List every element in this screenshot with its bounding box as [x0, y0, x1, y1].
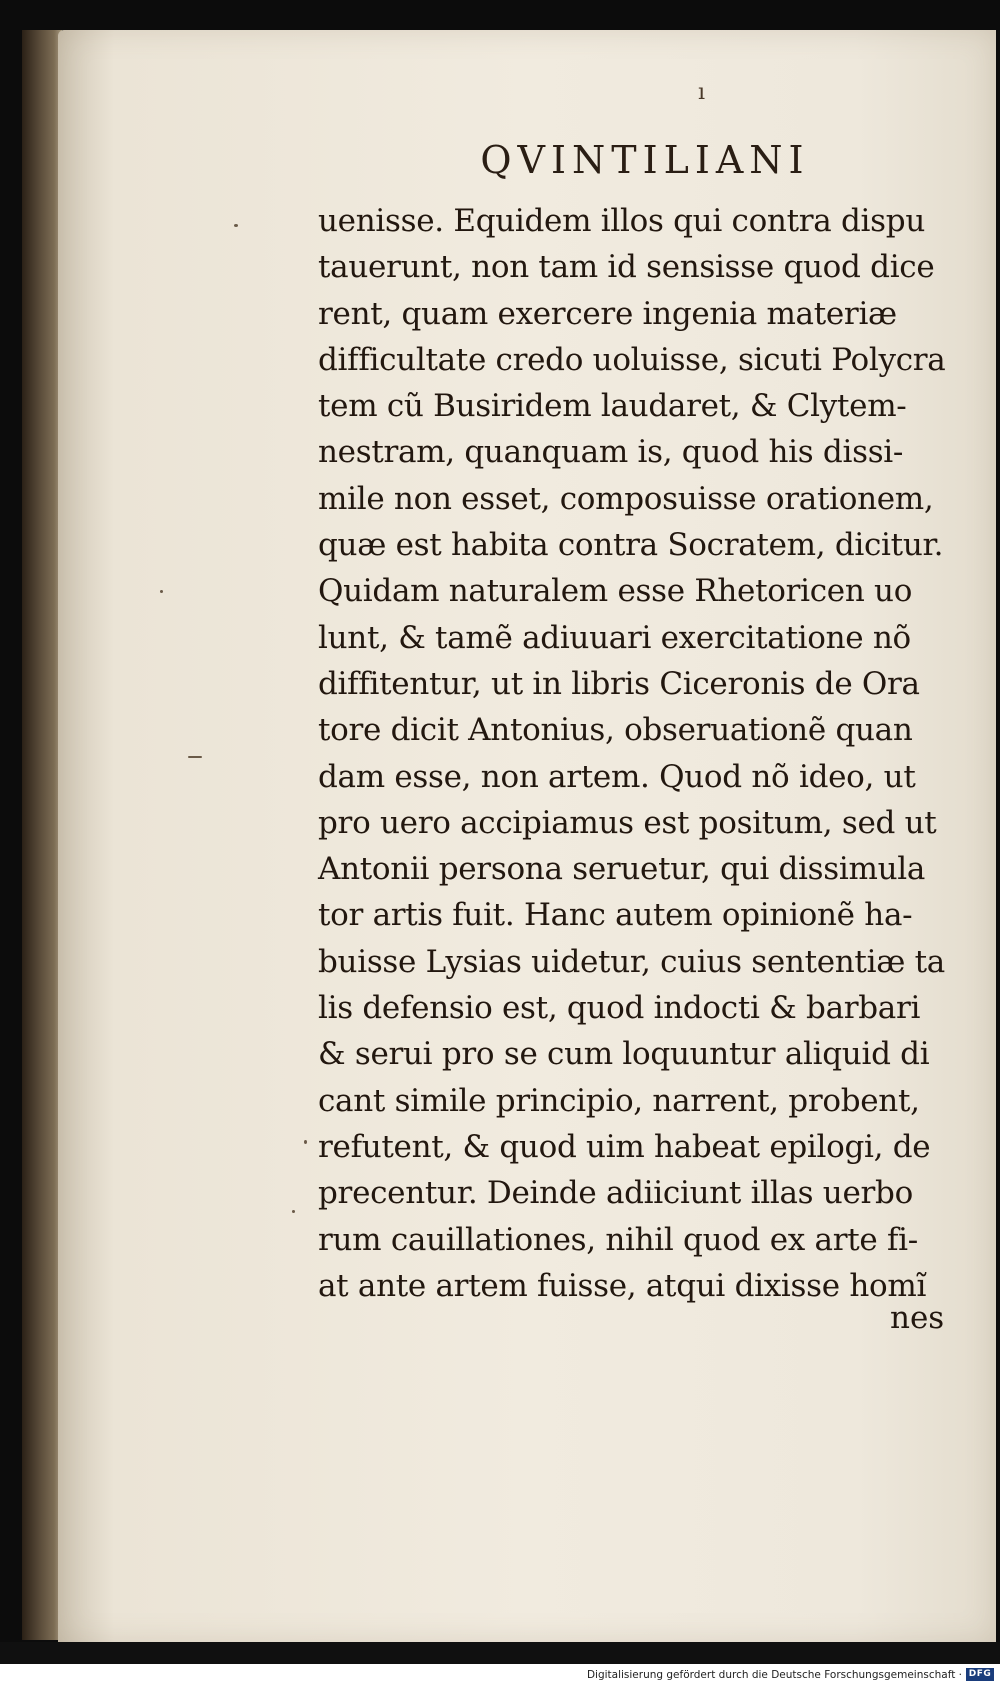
- paper-speck: [234, 224, 238, 227]
- text-line: cant simile principio, narrent, probent,: [318, 1082, 920, 1119]
- text-line: Quidam naturalem esse Rhetoricen uo: [318, 573, 913, 610]
- text-line: buisse Lysias uidetur, cuius sententiæ ta: [318, 943, 945, 980]
- text-line: quæ est habita contra Socratem, dicitur.: [318, 527, 944, 564]
- footer-credit: Digitalisierung gefördert durch die Deutsche Forschungsgemeinschaft ·: [586, 1669, 962, 1681]
- text-line: refutent, & quod uim habeat epilogi, de: [318, 1128, 931, 1165]
- text-line: tem cũ Busiridem laudaret, & Clytem-: [318, 388, 907, 425]
- text-line: nestram, quanquam is, quod his dissi-: [318, 434, 904, 471]
- paper-speck: [160, 590, 163, 593]
- paper-speck: [304, 1140, 307, 1144]
- paper-speck: [188, 756, 202, 758]
- signature-mark: ı: [698, 80, 706, 105]
- text-line: rent, quam exercere ingenia materiæ: [318, 295, 897, 332]
- text-block: [318, 198, 958, 1309]
- catchword: nes: [890, 1300, 945, 1336]
- running-head: QVINTILIANI: [480, 138, 810, 182]
- text-line: mile non esset, composuisse orationem,: [318, 480, 934, 517]
- text-line: uenisse. Equidem illos qui contra dispu: [318, 203, 925, 239]
- text-line: at ante artem fuisse, atqui dixisse homĩ: [318, 1267, 927, 1304]
- book-spine-edge: [22, 30, 62, 1640]
- footer-bar: [0, 1664, 1000, 1684]
- text-line: precentur. Deinde adiiciunt illas uerbo: [318, 1175, 913, 1212]
- text-line: diffitentur, ut in libris Ciceronis de Ora: [318, 665, 920, 702]
- text-line: difficultate credo uoluisse, sicuti Polycra: [318, 341, 946, 378]
- dfg-logo-icon: DFG: [966, 1668, 994, 1681]
- text-line: dam esse, non artem. Quod nõ ideo, ut: [318, 758, 916, 795]
- text-line: pro uero accipiamus est positum, sed ut: [318, 804, 937, 841]
- text-line: rum cauillationes, nihil quod ex arte fi-: [318, 1221, 918, 1258]
- paper-speck: [292, 1210, 295, 1213]
- text-line: tore dicit Antonius, obseruationẽ quan: [318, 712, 913, 749]
- text-line: tauerunt, non tam id sensisse quod dice: [318, 249, 935, 286]
- text-line: tor artis fuit. Hanc autem opinionẽ ha-: [318, 897, 913, 934]
- text-line: & serui pro se cum loquuntur aliquid di: [318, 1036, 930, 1073]
- text-line: lunt, & tamẽ adiuuari exercitatione nõ: [318, 619, 911, 656]
- text-line: lis defensio est, quod indocti & barbari: [318, 990, 921, 1027]
- text-line: Antonii persona seruetur, qui dissimula: [318, 851, 926, 888]
